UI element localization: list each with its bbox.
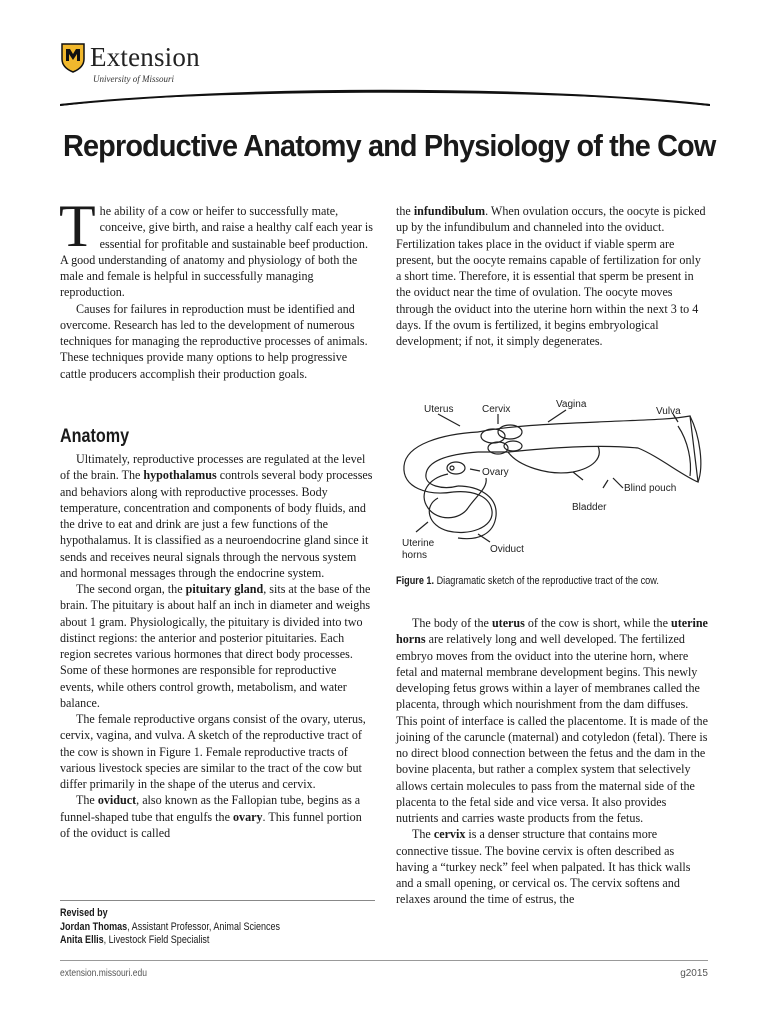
figure-caption: Figure 1. Diagramatic sketch of the reproductive tract of the cow. [396,575,659,587]
cervix-paragraph: The cervix is a denser structure that contains more connective tissue. The bovine cervix is often described as having a “turkey neck” feel when palpated. It has thick walls and a small opening, or cervical os. The cervix softens and relaxes around the time of estrus, the [396,827,691,907]
footer-publication-code: g2015 [680,968,708,979]
intro-paragraph-1: The ability of a cow or heifer to successfully mate, conceive, give birth, and raise a healthy calf each year is essential for profitable and sustainable beef production. A good understanding of anatomy and physiology of both the male and female is helpful in successfully managing reproduction. [59,193,373,300]
anatomy-paragraph-1: Ultimately, reproductive processes are regulated at the level of the brain. The hypothalamus controls several body processes and behaviors along with reproductive processes. Body temperature, concentration and components of body fluids, and the drive to eat and drink are just a few functions of the hypothalamus. It is classified as a neuroendocrine gland since it sends and receives neural signals through the nervous system and hormonal messages through the endocrine system. [60,452,373,580]
page-title: Reproductive Anatomy and Physiology of the Cow [63,128,716,163]
label-blind-pouch: Blind pouch [624,483,677,494]
label-bladder: Bladder [572,502,607,513]
reproductive-tract-figure [398,396,710,568]
label-ovary: Ovary [482,467,509,478]
logo-subtitle: University of Missouri [93,74,174,84]
label-uterine: Uterine [402,538,435,549]
uterus-paragraph: The body of the uterus of the cow is short, while the uterine horns are relatively long and well developed. The fertilized embryo moves from the oviduct into the uterine horn, where fetal and maternal membrane development begins. This newly developing fetus grows within a layer of membranes called the placenta, through which nourishment from the dam diffuses. This point of interface is called the placentome. It is made of the joining of the caruncle (maternal) and cotyledon (fetal). There is no direct blood connection between the fetus and the dam in the bovine placenta, but rather a complex system that selectively allows certain molecules to pass from the maternal side of the placenta to the fetal side and vice versa. It also provides nutrients and carries waste products from the fetus. [396,616,708,825]
label-cervix: Cervix [482,404,511,415]
author-2-role: , Livestock Field Specialist [103,934,210,946]
anatomy-section [60,451,373,841]
anatomy-paragraph-2: The second organ, the pituitary gland, sits at the base of the brain. The pituitary is about half an inch in diameter and weighs about 1 gram. Physiologically, the pituitary is divided into two distinct regions: the anterior and posterior pituitaries. Each region secretes various hormones that direct body processes. Some of these hormones are responsible for reproductive events, while others control growth, metabolism, and water balance. [60,582,371,710]
infundibulum-paragraph: the infundibulum. When ovulation occurs, the oocyte is picked up by the infundibulum and channeled into the oviduct. Fertilization takes place in the oviduct if viable sperm are present, but the oocyte remains capable of fertilization for only a short time. Therefore, it is essential that sperm be present in the oviduct near the time of ovulation. The oocyte moves through the oviduct into the uterine horn within the next 3 to 4 days. If the ovum is fertilized, it begins embryological development; if not, it simply degenerates. [396,204,706,348]
anatomy-paragraph-4: The oviduct, also known as the Fallopian tube, begins as a funnel-shaped tube that engulfs the ovary. This funnel portion of the oviduct is called [60,793,362,840]
label-uterus: Uterus [424,404,454,415]
anatomy-paragraph-3: The female reproductive organs consist of the ovary, uterus, cervix, vagina, and vulva. A sketch of the reproductive tract of the cow is shown in Figure 1. Female reproductive tracts of various livestock species are similar to the tract of the cow but differ primarily in the shape of the uterus and cervix. [60,712,366,791]
logo-wordmark: Extension [90,42,200,72]
author-2-name: Anita Ellis [60,934,104,946]
right-column-bottom [396,615,708,908]
footer-url[interactable]: extension.missouri.edu [60,968,147,979]
revised-by-block [60,907,280,948]
label-horns: horns [402,550,428,561]
author-1-name: Jordan Thomas [60,920,128,933]
intro-paragraph-2: Causes for failures in reproduction must be identified and overcome. Research has led to the development of numerous techniques for managing the reproductive processes of animals. These techniques provide many options to help progressive cattle producers accomplish their production goals. [60,301,368,381]
anatomy-heading: Anatomy [60,426,130,447]
label-vagina: Vagina [556,399,587,410]
author-1-role: , Assistant Professor, Animal Sciences [127,920,281,933]
revised-separator [60,900,375,901]
label-oviduct: Oviduct [490,544,524,555]
drop-cap: T [59,193,96,259]
right-column-top [396,203,708,349]
revised-label: Revised by [60,907,108,919]
mizzou-logo-icon [61,43,85,73]
label-vulva: Vulva [656,406,681,417]
header-swoosh-rule [60,88,710,110]
footer-rule [60,960,708,961]
intro-section [59,193,373,382]
